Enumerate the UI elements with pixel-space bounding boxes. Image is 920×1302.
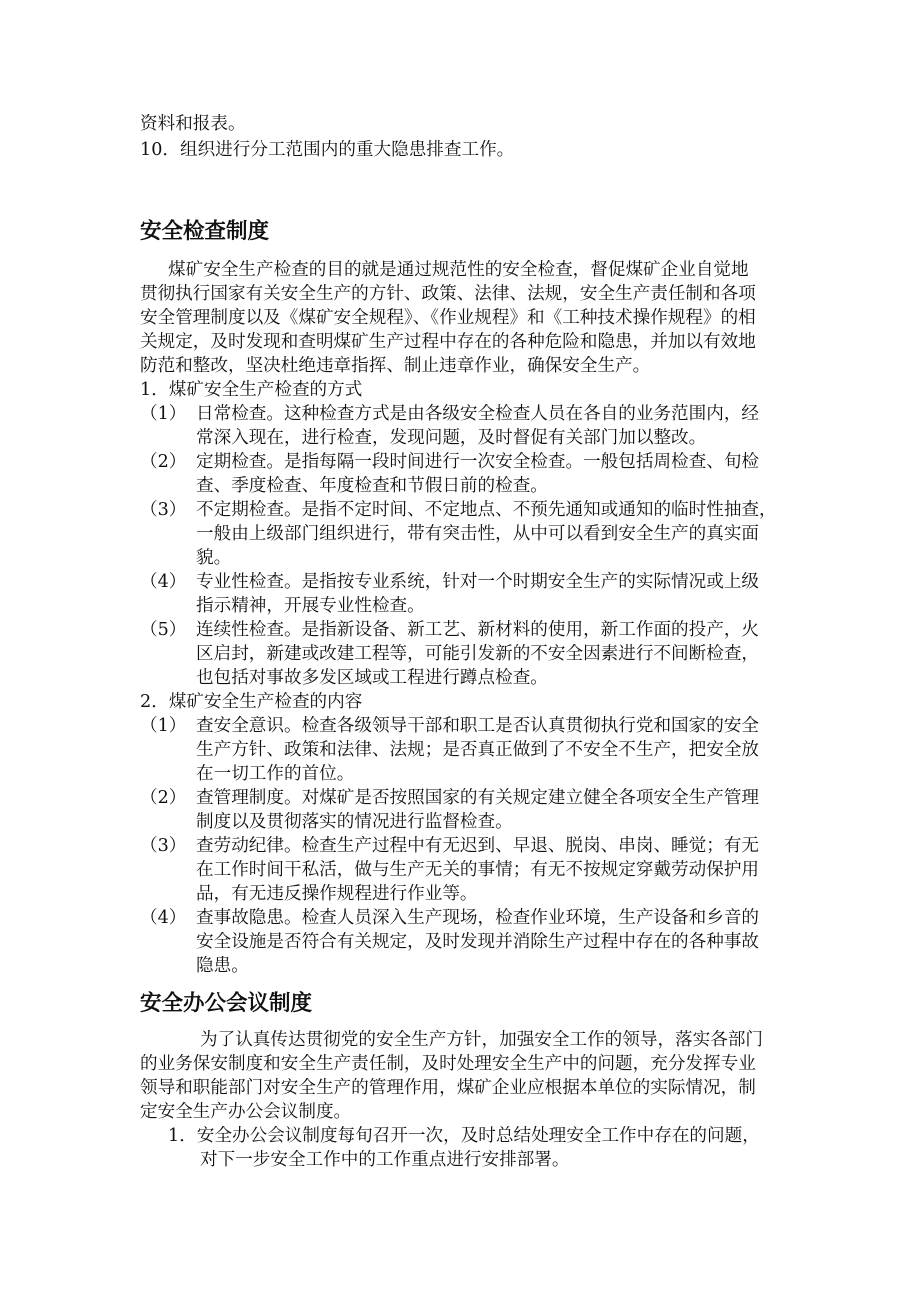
paragraph-line: 领导和职能部门对安全生产的管理作用，煤矿企业应根据本单位的实际情况，制 xyxy=(140,1078,756,1098)
item-line: 查管理制度。对煤矿是否按照国家的有关规定建立健全各项安全生产管理 xyxy=(196,788,760,808)
paragraph-line: 定安全生产办公会议制度。 xyxy=(140,1102,352,1122)
paragraph-line: 安全管理制度以及《煤矿安全规程》、《作业规程》和《工种技术操作规程》的相 xyxy=(140,308,756,328)
item-number: （1） xyxy=(140,716,187,736)
item-line: 安全设施是否符合有关规定，及时发现并消除生产过程中存在的各种事故 xyxy=(196,932,760,952)
item-number: （3） xyxy=(140,836,187,856)
item-line: 查事故隐患。检查人员深入生产现场，检查作业环境，生产设备和乡音的 xyxy=(196,908,760,928)
paragraph-line: 资料和报表。 xyxy=(140,114,246,134)
meeting-item-1-cont: 对下一步安全工作中的工作重点进行安排部署。 xyxy=(200,1150,570,1170)
item-line: 不定期检查。是指不定时间、不定地点、不预先通知或通知的临时性抽查， xyxy=(196,500,777,520)
item-line: 查劳动纪律。检查生产过程中有无迟到、早退、脱岗、串岗、睡觉；有无 xyxy=(196,836,760,856)
item-line: 貌。 xyxy=(196,548,232,568)
item-line: 常深入现在，进行检查，发现问题，及时督促有关部门加以整改。 xyxy=(196,428,707,448)
item-line: 生产方针、政策和法律、法规；是否真正做到了不安全不生产，把安全放 xyxy=(196,740,760,760)
item-number: （3） xyxy=(140,500,187,520)
item-line: 隐患。 xyxy=(196,956,249,976)
item-line: 查、季度检查、年度检查和节假日前的检查。 xyxy=(196,476,548,496)
item-line: 区启封，新建或改建工程等，可能引发新的不安全因素进行不间断检查， xyxy=(196,644,760,664)
paragraph-line: 的业务保安制度和安全生产责任制，及时处理安全生产中的问题，充分发挥专业 xyxy=(140,1054,756,1074)
item-line: 专业性检查。是指按专业系统，针对一个时期安全生产的实际情况或上级 xyxy=(196,572,760,592)
item-line: 日常检查。这种检查方式是由各级安全检查人员在各自的业务范围内，经 xyxy=(196,404,760,424)
item-line: 连续性检查。是指新设备、新工艺、新材料的使用，新工作面的投产，火 xyxy=(196,620,760,640)
item-line: 也包括对事故多发区域或工程进行蹲点检查。 xyxy=(196,668,548,688)
paragraph-line: 为了认真传达贯彻党的安全生产方针，加强安全工作的领导，落实各部门 xyxy=(200,1030,764,1050)
item-line: 品，有无违反操作规程进行作业等。 xyxy=(196,884,478,904)
list-item-10: 10．组织进行分工范围内的重大隐患排查工作。 xyxy=(140,140,515,160)
item-line: 指示精神，开展专业性检查。 xyxy=(196,596,425,616)
item-number: （5） xyxy=(140,620,187,640)
item-number: （1） xyxy=(140,404,187,424)
section-title-safety-inspection: 安全检查制度 xyxy=(140,219,270,244)
subsection-heading: 2．煤矿安全生产检查的内容 xyxy=(140,692,363,712)
item-number: （4） xyxy=(140,908,187,928)
item-line: 在一切工作的首位。 xyxy=(196,764,355,784)
paragraph-line: 贯彻执行国家有关安全生产的方针、政策、法律、法规，安全生产责任制和各项 xyxy=(140,284,756,304)
paragraph-line: 关规定，及时发现和查明煤矿生产过程中存在的各种危险和隐患，并加以有效地 xyxy=(140,332,756,352)
section-title-safety-meeting: 安全办公会议制度 xyxy=(140,991,313,1016)
item-line: 制度以及贯彻落实的情况进行监督检查。 xyxy=(196,812,513,832)
paragraph-line: 煤矿安全生产检查的目的就是通过规范性的安全检查，督促煤矿企业自觉地 xyxy=(168,260,749,280)
item-number: （4） xyxy=(140,572,187,592)
item-line: 查安全意识。检查各级领导干部和职工是否认真贯彻执行党和国家的安全 xyxy=(196,716,760,736)
item-number: （2） xyxy=(140,788,187,808)
paragraph-line: 防范和整改，坚决杜绝违章指挥、制止违章作业，确保安全生产。 xyxy=(140,356,651,376)
item-number: （2） xyxy=(140,452,187,472)
item-line: 在工作时间干私活，做与生产无关的事情；有无不按规定穿戴劳动保护用 xyxy=(196,860,760,880)
meeting-item-1: 1．安全办公会议制度每旬召开一次，及时总结处理安全工作中存在的问题， xyxy=(168,1126,760,1146)
item-line: 一般由上级部门组织进行，带有突击性，从中可以看到安全生产的真实面 xyxy=(196,524,760,544)
subsection-heading: 1．煤矿安全生产检查的方式 xyxy=(140,380,363,400)
item-line: 定期检查。是指每隔一段时间进行一次安全检查。一般包括周检查、旬检 xyxy=(196,452,760,472)
